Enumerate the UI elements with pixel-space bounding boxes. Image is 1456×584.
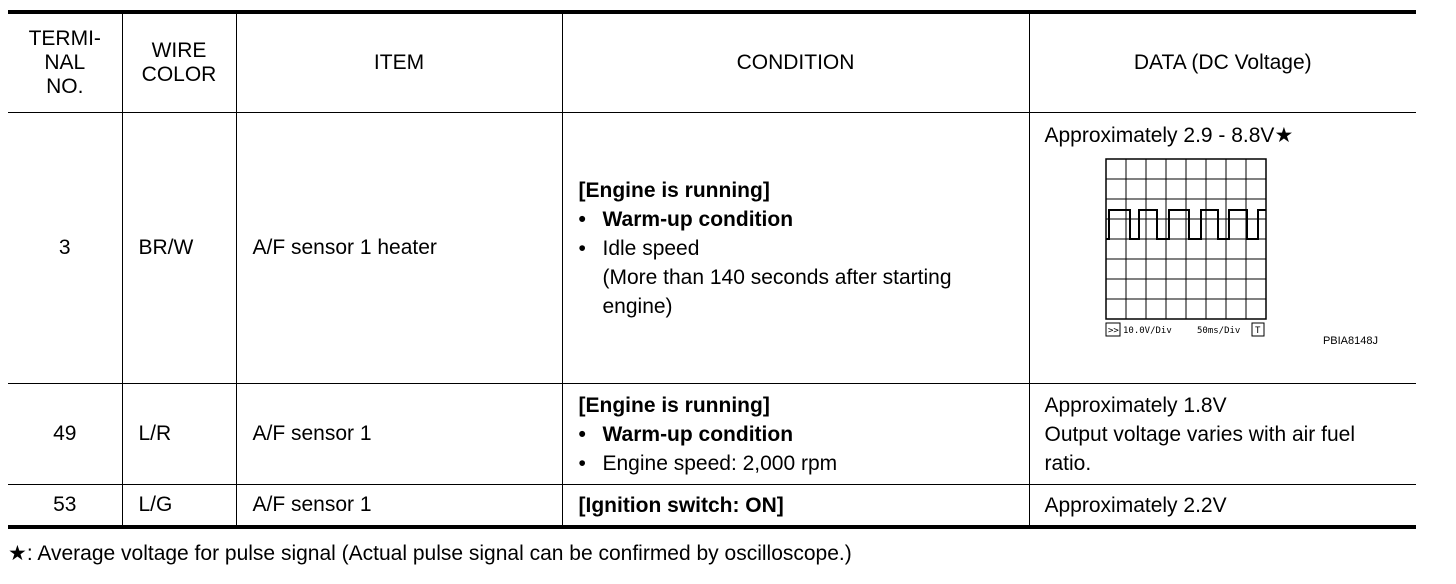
data-note: ratio. bbox=[1044, 451, 1092, 475]
figure-id: PBIA8148J bbox=[1322, 335, 1378, 347]
data-value: Approximately 2.2V bbox=[1044, 493, 1227, 517]
star-icon: ★ bbox=[8, 542, 27, 565]
data-cell bbox=[1029, 113, 1416, 384]
oscilloscope-waveform-figure bbox=[1105, 158, 1271, 340]
condition-cell bbox=[562, 485, 1029, 528]
header-data: DATA (DC Voltage) bbox=[1029, 12, 1416, 113]
data-note: Output voltage varies with air fuel bbox=[1044, 422, 1355, 446]
terminal-spec-table bbox=[8, 10, 1416, 529]
data-cell bbox=[1029, 384, 1416, 485]
data-value: Approximately 2.9 - 8.8V bbox=[1044, 124, 1275, 147]
condition-list bbox=[579, 205, 1029, 321]
header-item: ITEM bbox=[236, 12, 562, 113]
scope-time-div: 50ms/Div bbox=[1196, 326, 1240, 336]
condition-bullet: • Idle speed (More than 140 seconds after starting engine) bbox=[579, 234, 1029, 321]
terminal-cell: 53 bbox=[8, 485, 122, 528]
footnote-text: : Average voltage for pulse signal (Actual pulse signal can be confirmed by oscilloscope.) bbox=[26, 542, 852, 565]
header-terminal-no: TERMI- NAL NO. bbox=[8, 12, 122, 113]
item-cell: A/F sensor 1 bbox=[236, 485, 562, 528]
wire-color-cell: L/G bbox=[122, 485, 236, 528]
table-row bbox=[8, 384, 1416, 485]
item-cell: A/F sensor 1 heater bbox=[236, 113, 562, 384]
scope-arrow-label: >> bbox=[1107, 326, 1119, 336]
condition-bullet: • Warm-up condition bbox=[579, 420, 1029, 449]
table-row bbox=[8, 113, 1416, 384]
scope-trigger-label: T bbox=[1254, 326, 1260, 336]
scope-voltage-div: 10.0V/Div bbox=[1122, 326, 1172, 336]
star-icon: ★ bbox=[1274, 124, 1294, 147]
table-header-row bbox=[8, 12, 1416, 113]
wire-color-cell: BR/W bbox=[122, 113, 236, 384]
condition-title: [Engine is running] bbox=[578, 393, 770, 417]
item-cell: A/F sensor 1 bbox=[236, 384, 562, 485]
condition-cell bbox=[562, 113, 1029, 384]
wire-color-cell: L/R bbox=[122, 384, 236, 485]
condition-cell bbox=[562, 384, 1029, 485]
data-cell bbox=[1029, 485, 1416, 528]
condition-title: [Engine is running] bbox=[578, 178, 770, 202]
header-wire-color: WIRE COLOR bbox=[122, 12, 236, 113]
table-row bbox=[8, 485, 1416, 528]
condition-title: [Ignition switch: ON] bbox=[578, 493, 784, 517]
condition-list bbox=[579, 420, 1029, 478]
footnote bbox=[8, 541, 852, 566]
terminal-cell: 49 bbox=[8, 384, 122, 485]
data-value: Approximately 1.8V bbox=[1044, 393, 1227, 417]
header-condition: CONDITION bbox=[562, 12, 1029, 113]
condition-bullet: • Engine speed: 2,000 rpm bbox=[579, 449, 1029, 478]
terminal-cell: 3 bbox=[8, 113, 122, 384]
condition-bullet: • Warm-up condition bbox=[579, 205, 1029, 234]
